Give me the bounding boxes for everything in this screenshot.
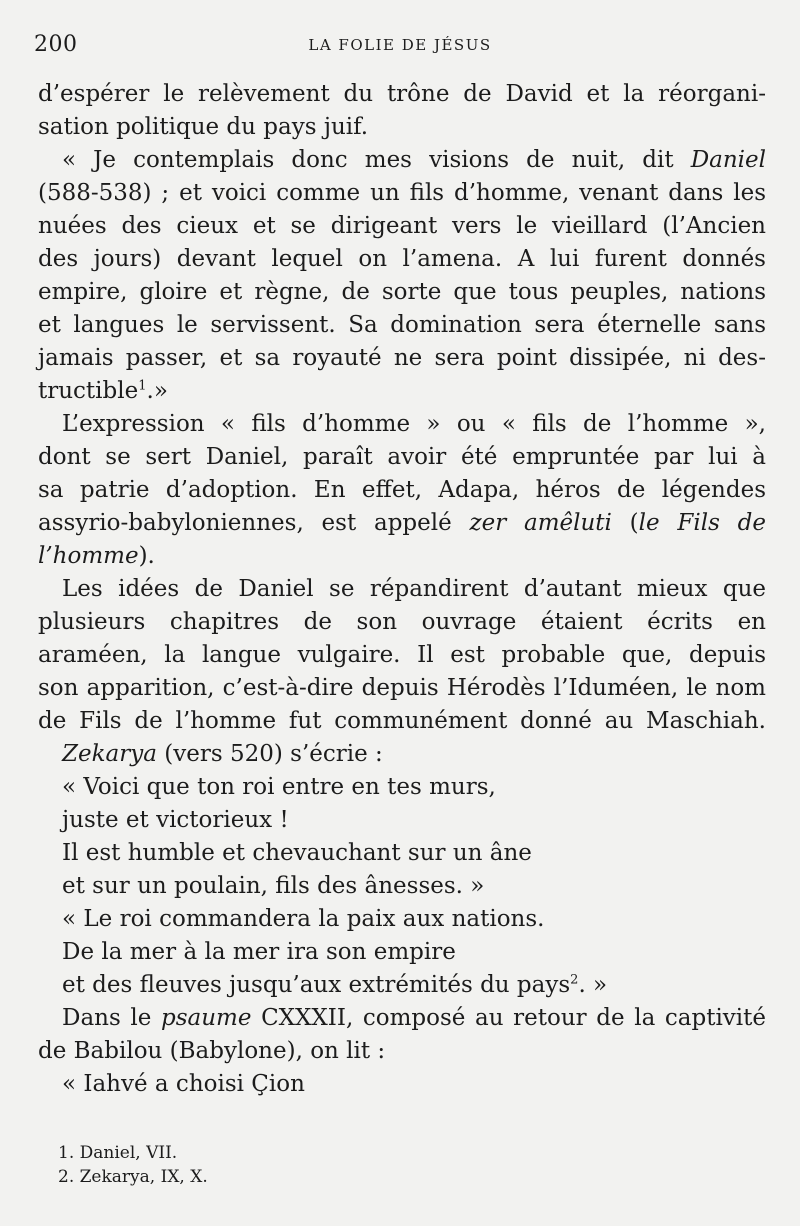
text-line [38, 738, 766, 771]
text-line: son apparition, c’est-à-dire depuis Hérodès l’Iduméen, le nom [38, 675, 766, 701]
text-line: (588-538) ; et voici comme un fils d’homme, venant dans les [38, 180, 766, 206]
verse-line: « Voici que ton roi entre en tes murs, [62, 774, 496, 800]
text-span: .» [146, 378, 168, 404]
text-line: de Fils de l’homme fut communément donné au Maschiah. [38, 708, 766, 734]
text-line: sa patrie d’adoption. En effet, Adapa, héros de légendes [38, 477, 766, 503]
verse-line: De la mer à la mer ira son empire [62, 939, 456, 965]
text-line: sation politique du pays juif. [38, 114, 369, 140]
text-span: ( [611, 510, 639, 536]
text-span-italic: psaume [160, 1005, 252, 1031]
text-line: empire, gloire et règne, de sorte que tous peuples, nations [38, 279, 766, 305]
text-line: nuées des cieux et se dirigeant vers le vieillard (l’Ancien [38, 213, 766, 239]
footnote-ref: 1 [138, 378, 147, 394]
text-span: (vers 520) s’écrie : [156, 741, 383, 767]
text-line: plusieurs chapitres de son ouvrage étaient écrits en [38, 609, 766, 635]
text-span-italic: Zekarya [62, 741, 157, 767]
text-line [38, 144, 766, 177]
verse-line: Il est humble et chevauchant sur un âne [62, 840, 532, 866]
text-span: Dans le [62, 1005, 161, 1031]
text-span: ). [138, 543, 155, 569]
text-line: jamais passer, et sa royauté ne sera point dissipée, ni des- [38, 345, 766, 371]
text-line: araméen, la langue vulgaire. Il est probable que, depuis [38, 642, 766, 668]
text-line: de Babilou (Babylone), on lit : [38, 1038, 386, 1064]
text-span: « Je contemplais donc mes visions de nuit, dit [62, 147, 691, 173]
text-line: des jours) devant lequel on l’amena. A lui furent donnés [38, 246, 766, 272]
text-line [38, 507, 766, 540]
text-span-italic: le Fils de [638, 510, 766, 536]
running-title: LA FOLIE DE JÉSUS [308, 36, 492, 54]
text-line: dont se sert Daniel, paraît avoir été empruntée par lui à [38, 444, 766, 470]
text-line: Les idées de Daniel se répandirent d’autant mieux que [62, 576, 766, 602]
footnote-ref: 2 [570, 972, 579, 988]
page-header [34, 32, 766, 60]
text-span: et des fleuves jusqu’aux extrémités du pays [62, 972, 571, 998]
text-line: L’expression « fils d’homme » ou « fils de l’homme », [62, 411, 766, 437]
text-span: . » [578, 972, 608, 998]
body-text [38, 78, 766, 1101]
verse-line: « Le roi commandera la paix aux nations. [62, 906, 545, 932]
text-span: CXXXII, composé au retour de la captivité [251, 1005, 767, 1031]
verse-line: juste et victorieux ! [62, 807, 289, 833]
footnote: 2. Zekarya, IX, X. [58, 1167, 208, 1187]
verse-line: et sur un poulain, fils des ânesses. » [62, 873, 485, 899]
verse-line [38, 969, 766, 1002]
text-span: assyrio-babyloniennes, est appelé [38, 510, 470, 536]
text-span: tructible [38, 378, 139, 404]
verse-line: « Iahvé a choisi Çion [62, 1071, 305, 1097]
text-line: d’espérer le relèvement du trône de David et la réorgani- [38, 81, 766, 107]
text-span-italic: l’homme [38, 543, 139, 569]
footnote: 1. Daniel, VII. [58, 1143, 178, 1163]
text-line: et langues le servissent. Sa domination sera éternelle sans [38, 312, 766, 338]
text-span-italic: Daniel [690, 147, 766, 173]
text-line [38, 1002, 766, 1035]
text-span-italic: zer amêluti [469, 510, 612, 536]
text-line [38, 540, 766, 573]
page-number: 200 [34, 32, 78, 57]
text-line [38, 375, 766, 408]
footnotes [58, 1141, 208, 1189]
